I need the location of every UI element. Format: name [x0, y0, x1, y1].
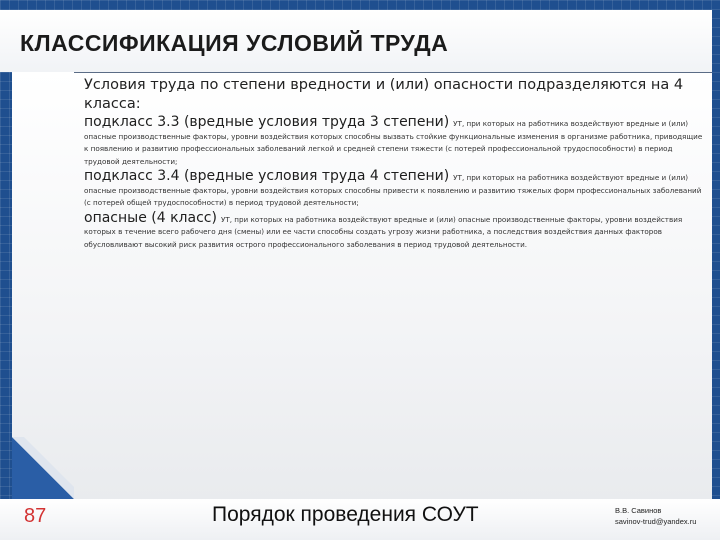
- section-heading: опасные (4 класс): [84, 209, 217, 226]
- section-3-3: [84, 116, 704, 168]
- author-info: [615, 505, 696, 527]
- section-text: УТ, при которых на работника воздействуют вредные и (или) опасные производственные факторы, уровни воздействия которых в течение всего рабочего дня (смены) или ее части способны создать угрозу жизни работника, а последствия воздействия данных факторов обусловливают высокий риск развития острого профессионального заболевания в период трудовой деятельности.: [84, 214, 683, 249]
- section-3-4: [84, 170, 704, 210]
- section-text: УТ, при которых на работника воздействуют вредные и (или) опасные производственные факторы, уровни воздействия которых способны привести к появлению и развитию тяжелых форм профессиональных заболеваний (с потерей общей трудоспособности) в период трудовой деятельности;: [84, 173, 702, 207]
- divider-line: [74, 72, 712, 73]
- footer-title: Порядок проведения СОУТ: [212, 503, 479, 526]
- author-email: savinov-trud@yandex.ru: [615, 517, 697, 526]
- section-heading: подкласс 3.4 (вредные условия труда 4 степени): [84, 168, 450, 184]
- slide-content: [84, 76, 704, 251]
- page-number: 87: [24, 505, 47, 527]
- intro-text: Условия труда по степени вредности и (или) опасности подразделяются на 4 класса:: [84, 77, 684, 112]
- section-text: УТ, при которых на работника воздействуют вредные и (или) опасные производственные факторы, уровни воздействия которых способны вызвать стойкие функциональные изменения в организме работника, приводящие к появлению и развитию профессиональных заболеваний легкой и средней степени тяжести (с потерей профессиональной трудоспособности) в период трудовой деятельности;: [84, 119, 703, 166]
- corner-decoration: [12, 437, 74, 499]
- author-name: В.В. Савинов: [615, 506, 662, 515]
- section-class-4: [84, 209, 704, 252]
- slide-title: КЛАССИФИКАЦИЯ УСЛОВИЙ ТРУДА: [20, 30, 449, 56]
- section-heading: подкласс 3.3 (вредные условия труда 3 степени): [84, 114, 450, 130]
